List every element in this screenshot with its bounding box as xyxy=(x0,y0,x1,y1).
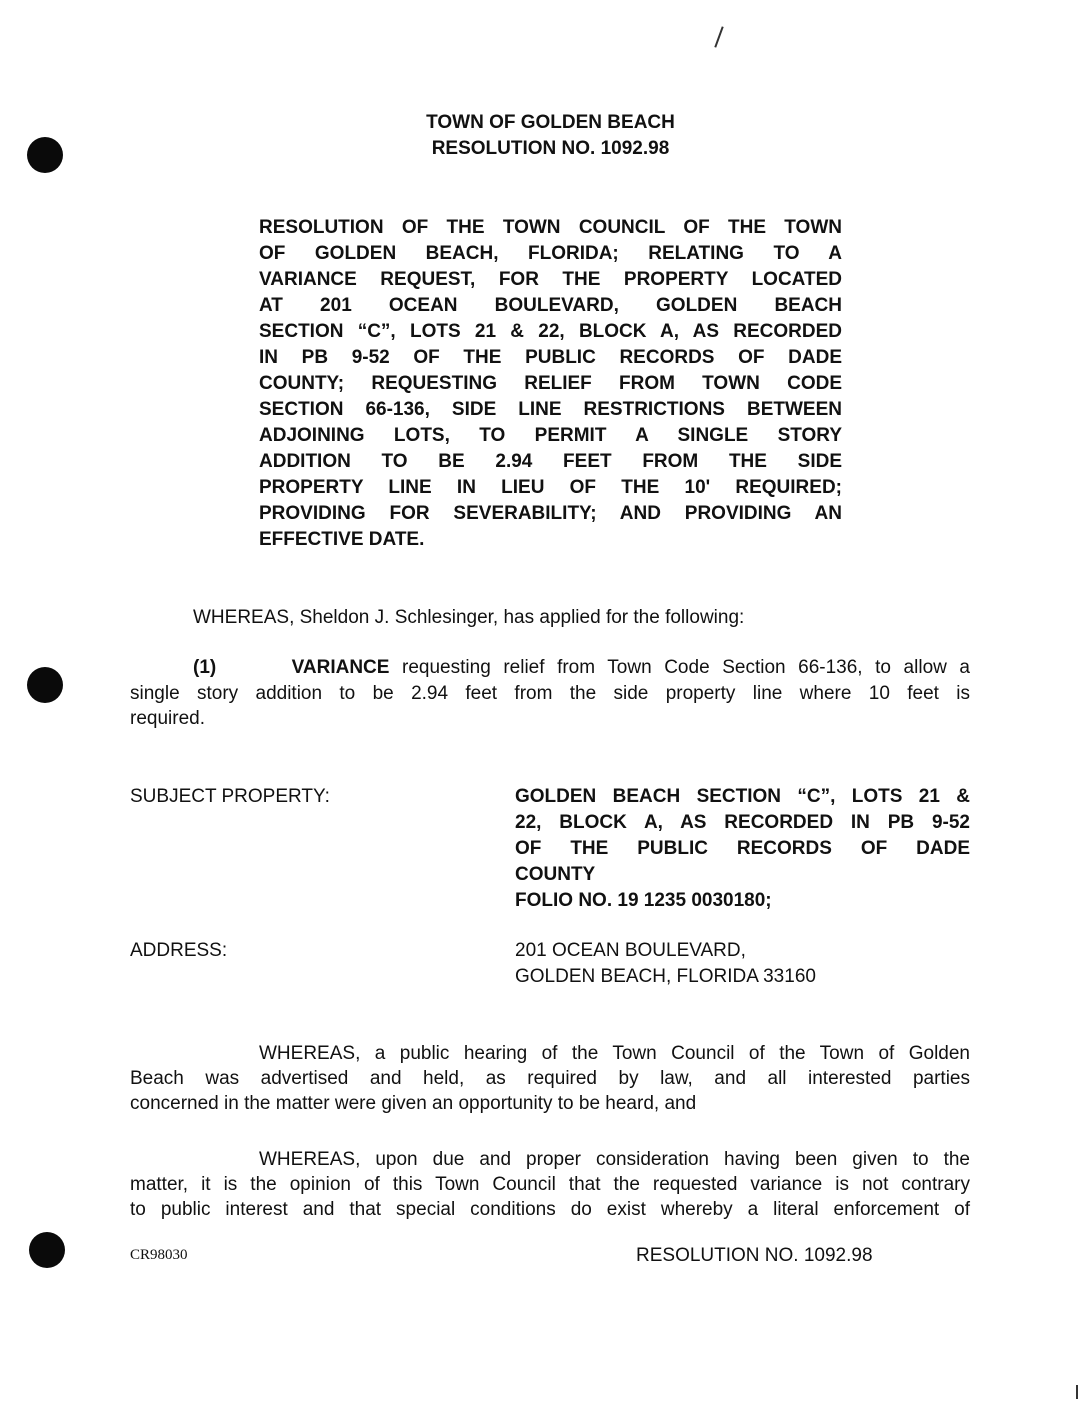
whereas-hearing-line: WHEREAS, a public hearing of the Town Council of the Town of Golden xyxy=(259,1043,970,1064)
address-line: 201 OCEAN BOULEVARD, xyxy=(515,940,746,961)
footer-resolution-number: RESOLUTION NO. 1092.98 xyxy=(636,1245,873,1266)
subject-property-line: GOLDEN BEACH SECTION “C”, LOTS 21 & xyxy=(515,786,970,807)
resolution-title-line: COUNTY; REQUESTING RELIEF FROM TOWN CODE xyxy=(259,373,842,394)
resolution-title-line: SECTION 66-136, SIDE LINE RESTRICTIONS BETWEEN xyxy=(259,399,842,420)
item-keyword: VARIANCE xyxy=(291,657,390,678)
resolution-title-line: AT 201 OCEAN BOULEVARD, GOLDEN BEACH xyxy=(259,295,842,316)
item-number: (1) xyxy=(193,657,217,678)
subject-property-label: SUBJECT PROPERTY: xyxy=(130,786,330,807)
resolution-title-line: EFFECTIVE DATE. xyxy=(259,529,425,550)
scan-mark xyxy=(714,26,723,47)
item-1-line2: single story addition to be 2.94 feet from the side property line where 10 feet is xyxy=(130,683,970,704)
resolution-title-line: SECTION “C”, LOTS 21 & 22, BLOCK A, AS RECORDED xyxy=(259,321,842,342)
item-1-line1 xyxy=(130,657,970,679)
footer-code: CR98030 xyxy=(130,1247,188,1263)
subject-property-line: FOLIO NO. 19 1235 0030180; xyxy=(515,890,772,911)
whereas-hearing-line: Beach was advertised and held, as required by law, and all interested parties xyxy=(130,1068,970,1089)
address-label: ADDRESS: xyxy=(130,940,228,961)
whereas-consideration-line: to public interest and that special conditions do exist whereby a literal enforcement of xyxy=(130,1199,970,1220)
resolution-title-line: ADDITION TO BE 2.94 FEET FROM THE SIDE xyxy=(259,451,842,472)
whereas-consideration-line: matter, it is the opinion of this Town Council that the requested variance is not contrary xyxy=(130,1174,970,1195)
item-1-line3: required. xyxy=(130,708,205,729)
resolution-title-line: VARIANCE REQUEST, FOR THE PROPERTY LOCATED xyxy=(259,269,842,290)
whereas-consideration-line: WHEREAS, upon due and proper consideration having been given to the xyxy=(259,1149,970,1170)
resolution-title-line: OF GOLDEN BEACH, FLORIDA; RELATING TO A xyxy=(259,243,842,264)
scan-mark xyxy=(1076,1385,1078,1399)
resolution-title-line: PROVIDING FOR SEVERABILITY; AND PROVIDING AN xyxy=(259,503,842,524)
resolution-title-line: RESOLUTION OF THE TOWN COUNCIL OF THE TOWN xyxy=(259,217,842,238)
punch-hole xyxy=(27,137,63,173)
whereas-applicant: WHEREAS, Sheldon J. Schlesinger, has applied for the following: xyxy=(193,607,745,628)
address-line: GOLDEN BEACH, FLORIDA 33160 xyxy=(515,966,816,987)
subject-property-line: 22, BLOCK A, AS RECORDED IN PB 9-52 xyxy=(515,812,970,833)
item-text: requesting relief from Town Code Section 66-136, to allow a xyxy=(402,657,970,678)
resolution-title-line: ADJOINING LOTS, TO PERMIT A SINGLE STORY xyxy=(259,425,842,446)
whereas-hearing-line: concerned in the matter were given an opportunity to be heard, and xyxy=(130,1093,697,1114)
subject-property-line: COUNTY xyxy=(515,864,596,885)
subject-property-line: OF THE PUBLIC RECORDS OF DADE xyxy=(515,838,970,859)
resolution-title-line: IN PB 9-52 OF THE PUBLIC RECORDS OF DADE xyxy=(259,347,842,368)
punch-hole xyxy=(29,1232,65,1268)
resolution-title-line: PROPERTY LINE IN LIEU OF THE 10' REQUIRED; xyxy=(259,477,842,498)
town-heading: TOWN OF GOLDEN BEACH xyxy=(426,112,675,133)
resolution-number-heading: RESOLUTION NO. 1092.98 xyxy=(431,138,670,159)
punch-hole xyxy=(27,667,63,703)
